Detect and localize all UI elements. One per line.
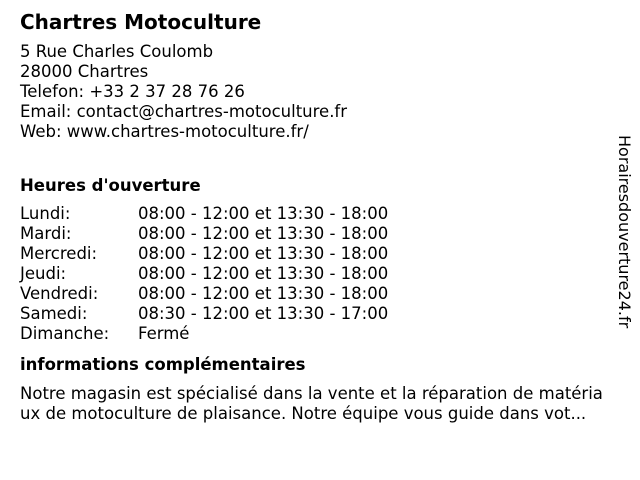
business-card (20, 10, 620, 424)
hours-row-tuesday (20, 224, 620, 244)
business-name: Chartres Motoculture (20, 10, 262, 34)
hours-time: 08:30 - 12:00 et 13:30 - 17:00 (138, 304, 389, 323)
email-line: Email: contact@chartres-motoculture.fr (20, 102, 348, 121)
web-line: Web: www.chartres-motoculture.fr/ (20, 122, 309, 141)
hours-time: Fermé (138, 324, 190, 343)
hours-row-thursday (20, 264, 620, 284)
hours-time: 08:00 - 12:00 et 13:30 - 18:00 (138, 284, 389, 303)
hours-row-sunday (20, 324, 620, 344)
hours-time: 08:00 - 12:00 et 13:30 - 18:00 (138, 224, 389, 243)
hours-time: 08:00 - 12:00 et 13:30 - 18:00 (138, 244, 389, 263)
hours-day: Mercredi: (20, 244, 98, 263)
hours-day: Jeudi: (20, 264, 67, 283)
hours-time: 08:00 - 12:00 et 13:30 - 18:00 (138, 264, 389, 283)
site-watermark: Horairesdouverture24.fr (615, 135, 634, 329)
hours-day: Samedi: (20, 304, 88, 323)
hours-time: 08:00 - 12:00 et 13:30 - 18:00 (138, 204, 389, 223)
phone-line: Telefon: +33 2 37 28 76 26 (20, 82, 245, 101)
hours-title: Heures d'ouverture (20, 176, 201, 195)
hours-day: Dimanche: (20, 324, 110, 343)
info-description-line-1: Notre magasin est spécialisé dans la vente et la réparation de matéria (20, 384, 603, 403)
address-line-2: 28000 Chartres (20, 62, 149, 81)
address-line-1: 5 Rue Charles Coulomb (20, 42, 214, 61)
hours-row-monday (20, 204, 620, 224)
hours-table (20, 204, 620, 344)
hours-row-saturday (20, 304, 620, 324)
info-title: informations complémentaires (20, 355, 306, 374)
info-description-line-2: ux de motoculture de plaisance. Notre équipe vous guide dans vot... (20, 404, 587, 423)
hours-day: Vendredi: (20, 284, 99, 303)
hours-row-friday (20, 284, 620, 304)
hours-day: Lundi: (20, 204, 71, 223)
hours-row-wednesday (20, 244, 620, 264)
hours-day: Mardi: (20, 224, 72, 243)
